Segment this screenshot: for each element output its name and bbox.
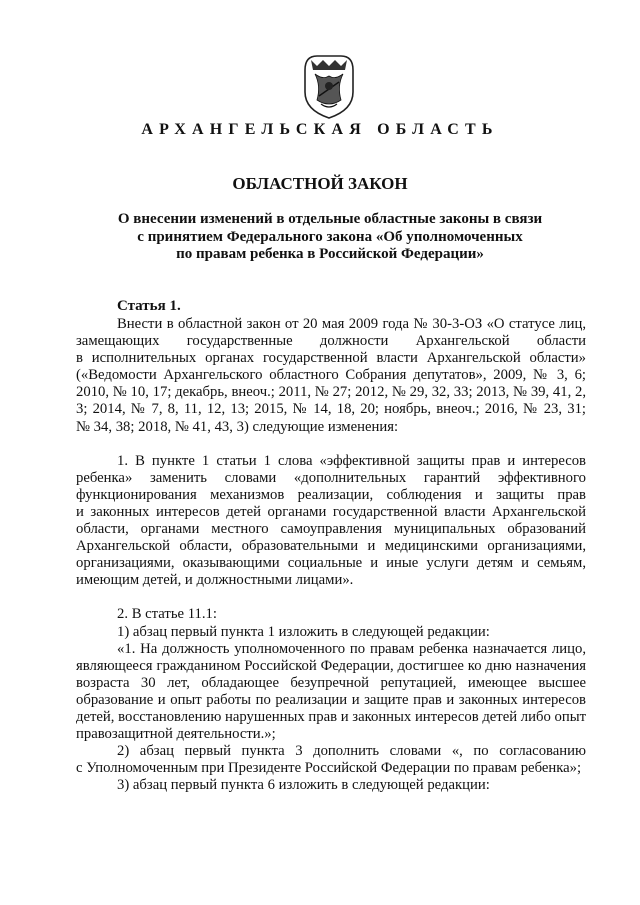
text-line: 3) абзац первый пункта 6 изложить в следующей редакции: [117,777,490,794]
text-line: в исполнительных органах государственной власти Архангельской области» [76,350,586,367]
region-name: АРХАНГЕЛЬСКАЯ ОБЛАСТЬ [141,121,499,138]
subtitle-line: О внесении изменений в отдельные областные законы в связи [117,211,543,227]
text-line: правозащитной деятельности.»; [76,726,276,743]
text-line: № 34, 38; 2018, № 41, 43, 3) следующие изменения: [76,418,399,435]
subtitle-line: по правам ребенка в Российской Федерации» [176,246,484,262]
text-line: с Уполномоченным при Президенте Российской Федерации по правам ребенка»; [76,760,582,777]
document-type: ОБЛАСТНОЙ ЗАКОН [232,174,408,193]
law-subtitle [100,211,560,264]
text-line: замещающих государственные должности Архангельской области [76,333,586,350]
text-line: Внести в областной закон от 20 мая 2009 года № 30-3-ОЗ «О статусе лиц, [117,316,586,332]
text-line: Архангельской области, образовательными и медицинскими организациями, [76,538,586,555]
text-line: организациями, оказывающими социальные и иные услуги детям и семьям, [76,555,586,572]
text-line: детей, восстановлению нарушенных прав и законных интересов детей либо опыт [76,708,586,725]
text-line: 3; 2014, № 7, 8, 11, 12, 13; 2015, № 14, 18, 20; ноябрь, внеоч.; 2016, № 23, 31; [76,401,586,418]
text-line: 2010, № 10, 17; декабрь, внеоч.; 2011, № 27; 2012, № 29, 32, 33; 2013, № 39, 41, 2, [76,384,586,401]
text-line: функционирования механизмов реализации, соблюдения и защиты прав [76,486,586,503]
text-line: образование и опыт работы по реализации и защите прав и законных интересов [76,691,586,708]
text-line: и законных интересов детей органами государственной власти Архангельской [76,503,586,520]
text-line: имеющим детей, и должностными лицами». [76,572,354,589]
article-body [76,316,586,794]
article-heading: Статья 1. [117,298,181,314]
text-line: («Ведомости Архангельского областного Собрания депутатов», 2009, № 3, 6; [76,367,586,384]
text-line: являющееся гражданином Российской Федерации, достигшее ко дню назначения [76,657,586,674]
subtitle-line: с принятием Федерального закона «Об уполномоченных [137,228,523,245]
text-line: «1. На должность уполномоченного по правам ребенка назначается лицо, [117,640,586,657]
text-line: 2. В статье 11.1: [117,606,217,623]
coat-of-arms-icon [301,52,357,120]
text-line: 1) абзац первый пункта 1 изложить в следующей редакции: [117,623,490,640]
text-line: ребенка» заменить словами «дополнительных гарантий эффективного [76,469,586,486]
text-line: 1. В пункте 1 статьи 1 слова «эффективной защиты прав и интересов [117,452,586,469]
text-line: 2) абзац первый пункта 3 дополнить словами «, по согласованию [117,743,586,760]
text-line: области, органами местного самоуправления муниципальных образований [76,521,586,538]
text-line: возраста 30 лет, обладающее безупречной репутацией, имеющее высшее [76,674,586,691]
